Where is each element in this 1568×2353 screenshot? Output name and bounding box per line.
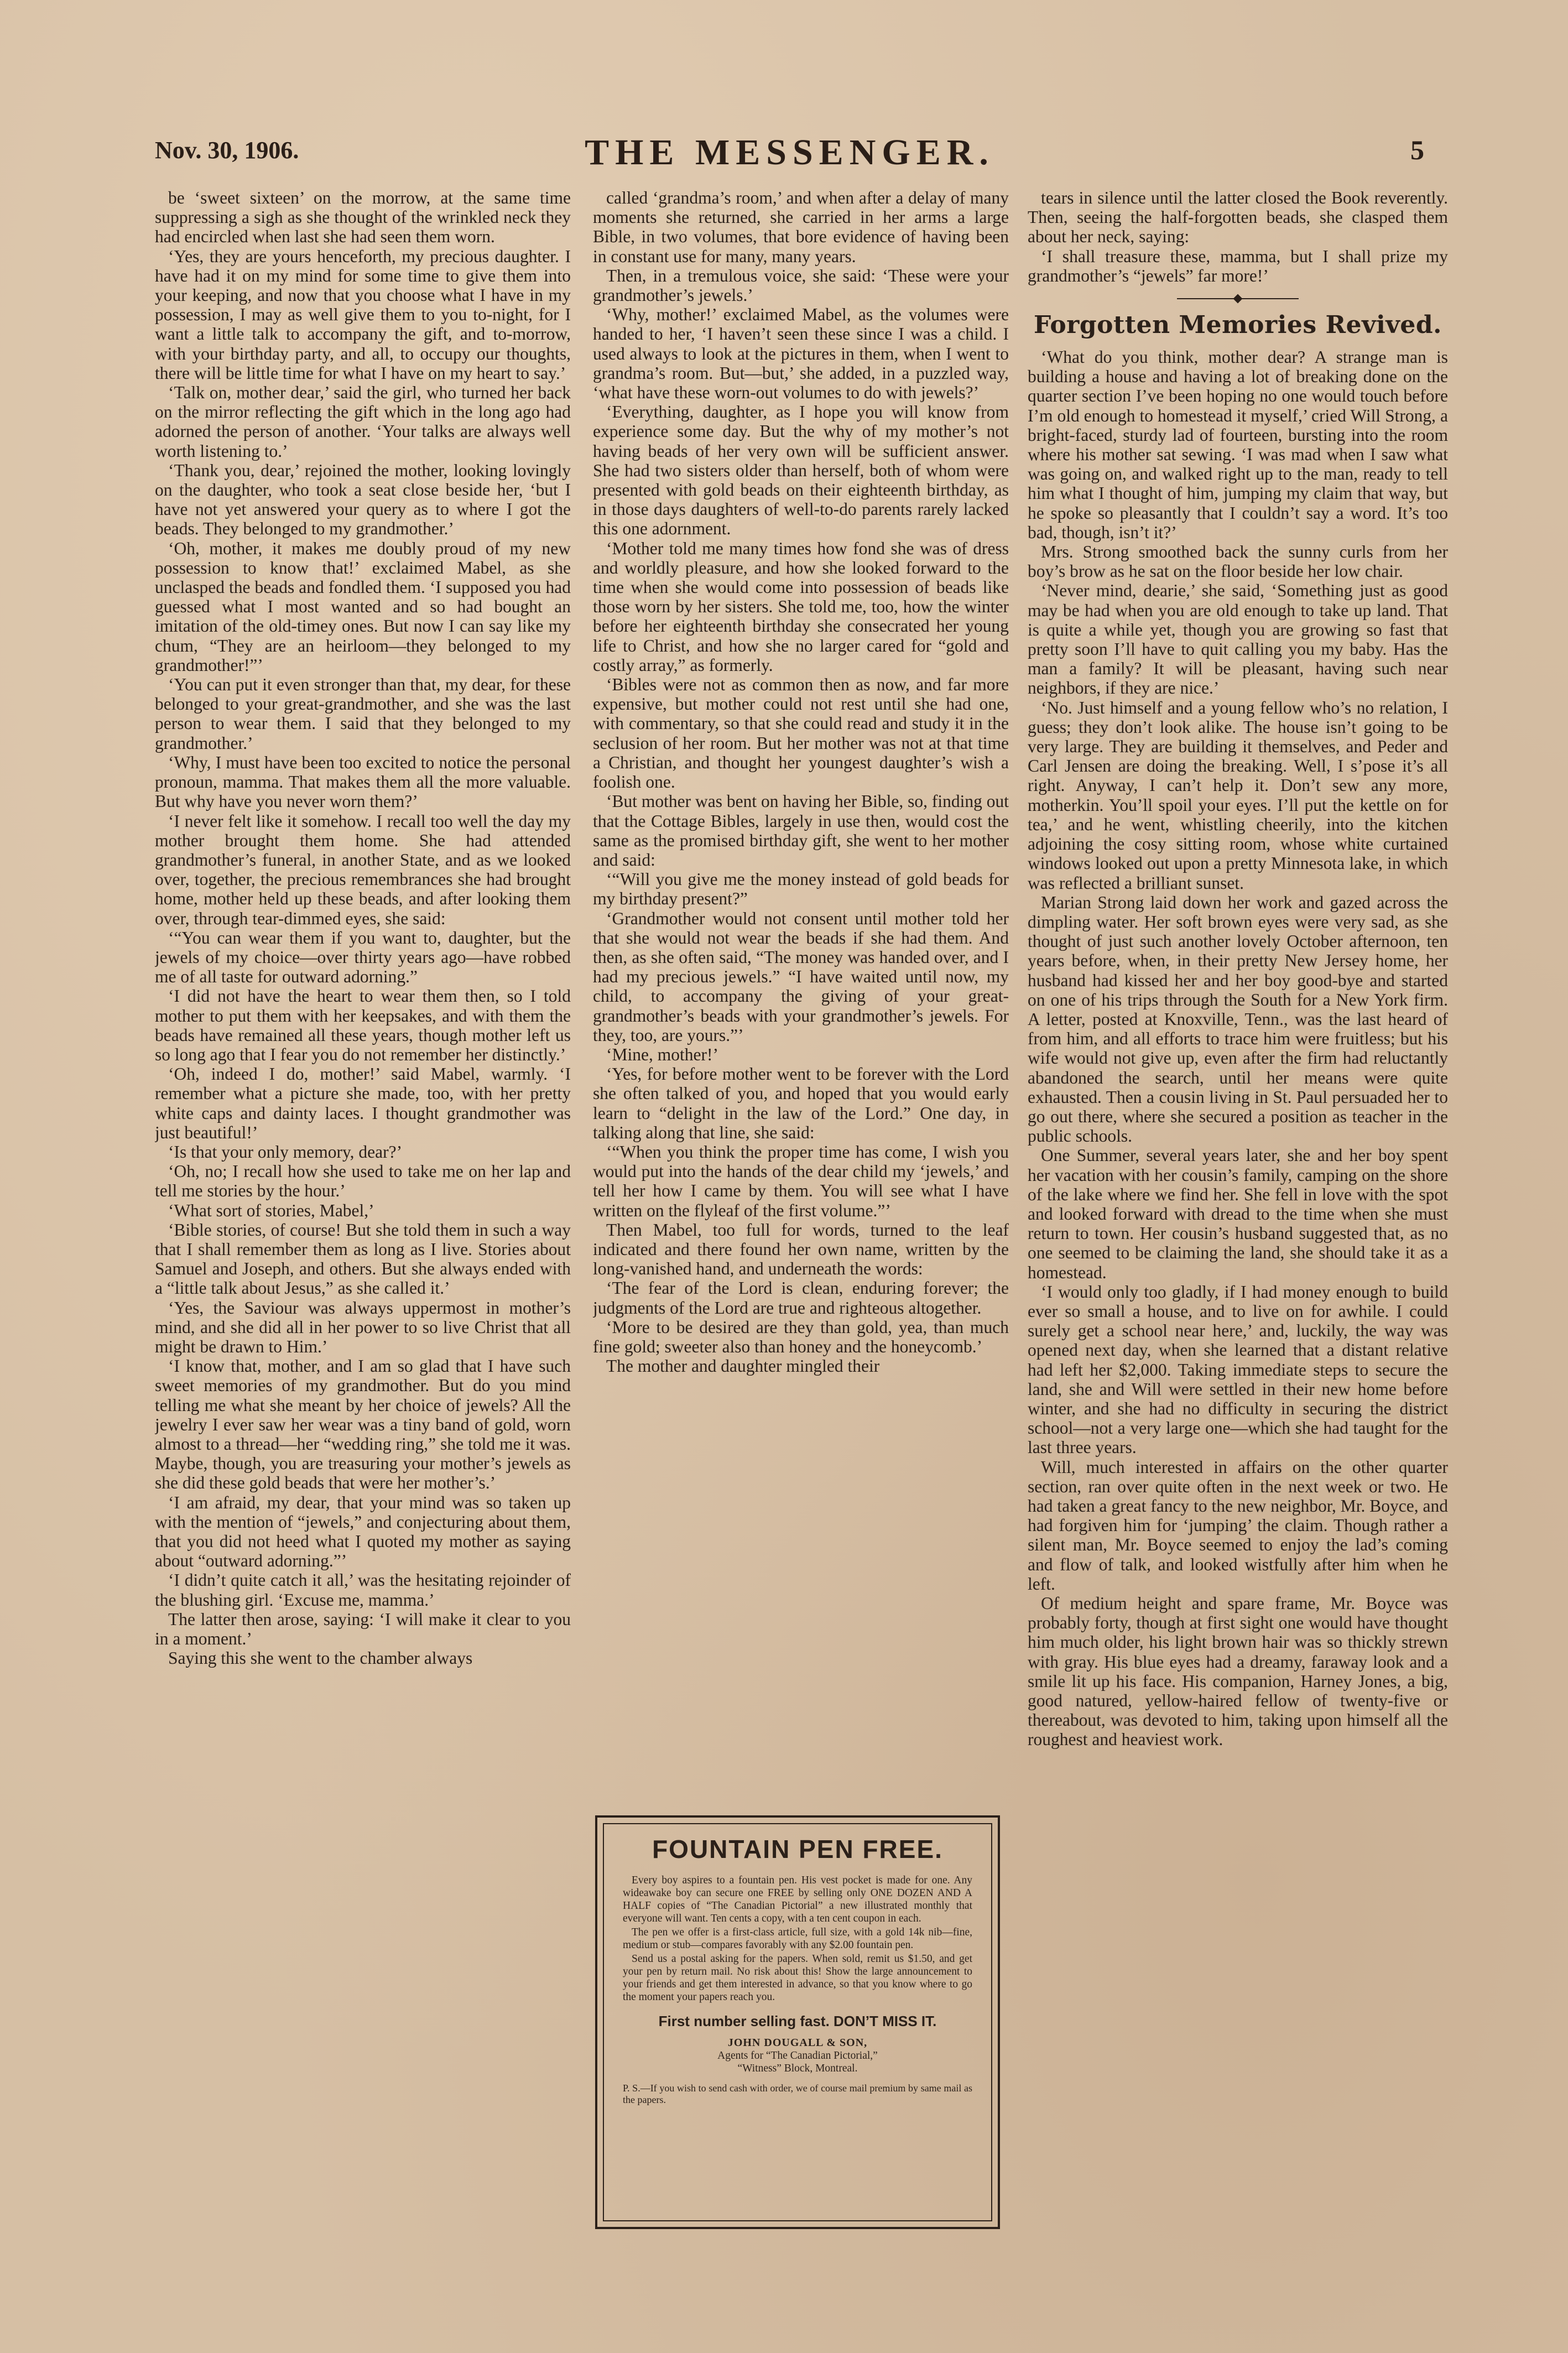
paragraph: The latter then arose, saying: ‘I will make it clear to you in a moment.’ xyxy=(155,1609,571,1649)
paragraph: ‘Why, mother!’ exclaimed Mabel, as the volumes were handed to her, ‘I haven’t seen these since I was a child. I used always to look at the pictures in them, when I went to grandma’s room. But—but,’ she added, in a puzzled way, ‘what have these worn-out volumes to do with jewels?’ xyxy=(593,305,1009,403)
newspaper-title: THE MESSENGER. xyxy=(585,132,994,173)
paragraph: Then, in a tremulous voice, she said: ‘These were your grandmother’s jewels.’ xyxy=(593,266,1009,305)
paragraph: Marian Strong laid down her work and gazed across the dimpling water. Her soft brown eyes were very sad, as she thought of just such another lovely October afternoon, ten years before, when, in their pretty New Jersey home, her husband had kissed her and her boy good-bye and started on one of his trips through the South for a New York firm. A letter, posted at Knoxville, Tenn., was the last heard of from him, and all efforts to trace him were fruitless; but his wife would not give up, even after the firm had reluctantly abandoned the search, until her means were quite exhausted. Then a cousin living in St. Paul persuaded her to go out there, where she secured a position as teacher in the public schools. xyxy=(1028,892,1448,1146)
ad-sign-line: Agents for “The Canadian Pictorial,” xyxy=(717,2050,878,2062)
paragraph: ‘I did not have the heart to wear them then, so I told mother to put them with her keepsakes, and with them the beads have remained all these years, though mother left us so long ago that I fear you do not remember her distinctly.’ xyxy=(155,986,571,1064)
paragraph: ‘I never felt like it somehow. I recall too well the day my mother brought them home. She had attended grandmother’s funeral, in another State, and as we looked over, together, the precious remembrances she had brought home, mother held up these beads, and after looking them over, through tear-dimmed eyes, she said: xyxy=(155,811,571,928)
paragraph: ‘Why, I must have been too excited to notice the personal pronoun, mamma. That makes them all the more valuable. But why have you never worn them?’ xyxy=(155,752,571,811)
paragraph: The mother and daughter mingled their xyxy=(606,1356,880,1376)
ad-body xyxy=(623,1874,972,2003)
paragraph: ‘“You can wear them if you want to, daughter, but the jewels of my choice—over thirty years ago—have robbed me of all taste for outward adorning.” xyxy=(155,928,571,987)
column-3 xyxy=(1028,188,1448,2334)
ad-paragraph: Send us a postal asking for the papers. When sold, remit us $1.50, and get your pen by return mail. No risk about this! Show the large announcement to your friends and get them interested in advance, so that you know where to go the moment your papers reach you. xyxy=(623,1953,972,2003)
paragraph: One Summer, several years later, she and her boy spent her vacation with her cousin’s family, camping on the shore of the lake where we find her. She fell in love with the spot and looked forward with dread to the time when she must return to town. Her cousin’s husband suggested that, as no one seemed to be claiming the land, she should take it as a homestead. xyxy=(1028,1146,1448,1282)
paragraph: ‘I know that, mother, and I am so glad that I have such sweet memories of my grandmother. But do you mind telling me what she meant by her choice of jewels? All the jewelry I ever saw her wear was a tiny band of gold, worn almost to a thread—her “wedding ring,” she told me it was. Maybe, though, you are treasuring your mother’s jewels as she did these gold beads that were her mother’s.’ xyxy=(155,1356,571,1493)
paragraph: ‘Mine, mother!’ xyxy=(606,1044,718,1064)
column-1 xyxy=(155,188,571,2334)
paragraph: ‘“When you think the proper time has come, I wish you would put into the hands of the dear child my ‘jewels,’ and tell her how I came by them. You will see what I have written on the flyleaf of the first volume.”’ xyxy=(593,1142,1009,1220)
ad-sign-line: “Witness” Block, Montreal. xyxy=(737,2063,858,2074)
paragraph: Saying this she went to the chamber always xyxy=(168,1648,473,1668)
paragraph: ‘Oh, mother, it makes me doubly proud of my new possession to know that!’ exclaimed Mabel, as she unclasped the beads and fondled them. ‘I supposed you had guessed what I most wanted and so had bought an imitation of the old-timey ones. But now I can say like my chum, “They are an heirloom—they belonged to my grandmother!”’ xyxy=(155,538,571,675)
paragraph: ‘Mother told me many times how fond she was of dress and worldly pleasure, and how she looked forward to the time when she would come into possession of beads like those worn by her sisters. She told me, too, how the winter before her eighteenth birthday she consecrated her young life to Christ, and how she no larger cared for “gold and costly array,” as formerly. xyxy=(593,538,1009,675)
paragraph: ‘“Will you give me the money instead of gold beads for my birthday present?” xyxy=(593,870,1009,909)
paragraph: called ‘grandma’s room,’ and when after a delay of many moments she returned, she carried in her arms a large Bible, in two volumes, that bore evidence of having been in constant use for many, many years. xyxy=(593,188,1009,266)
ornamental-divider xyxy=(1177,293,1299,304)
paragraph: ‘Grandmother would not consent until mother told her that she would not wear the beads if she had them. And then, as she often said, “The money was handed over, and I had my precious jewels.” “I have waited until now, my child, to accompany the giving of your great-grandmother’s beads with your grandmother’s jewels. For they, too, are yours.”’ xyxy=(593,908,1009,1045)
advertisement-inner-border xyxy=(603,1823,992,2221)
paragraph: ‘Yes, they are yours henceforth, my precious daughter. I have had it on my mind for some time to give them into your keeping, and now that you choose what I have in my possession, I may as well give them to you to-night, for I want a little talk to accompany the gift, and to-morrow, with your birthday party, and all, to occupy our thoughts, there will be little time for what I have on my heart to say.’ xyxy=(155,246,571,383)
ad-paragraph: Every boy aspires to a fountain pen. His vest pocket is made for one. Any wideawake boy can secure one FREE by selling only ONE DOZEN AND A HALF copies of “The Canadian Pictorial” a new illustrated monthly that everyone will want. Ten cents a copy, with a ten cent coupon in each. xyxy=(623,1875,972,1924)
paragraph: ‘Oh, indeed I do, mother!’ said Mabel, warmly. ‘I remember what a picture she made, too, with her pretty white caps and dainty laces. I thought grandmother was just beautiful!’ xyxy=(155,1064,571,1142)
paragraph: ‘But mother was bent on having her Bible, so, finding out that the Cottage Bibles, largely in use then, would cost the same as the promised birthday gift, she went to her mother and said: xyxy=(593,792,1009,870)
paragraph: ‘Is that your only memory, dear?’ xyxy=(168,1142,403,1162)
ad-title: FOUNTAIN PEN FREE. xyxy=(652,1835,943,1863)
paragraph: ‘No. Just himself and a young fellow who’s no relation, I guess; they don’t look alike. The house isn’t going to be very large. They are building it themselves, and Peder and Carl Jensen are doing the breaking. Well, I s’pose it’s all right. Anyway, I can’t help it. Don’t sew any more, motherkin. You’ll spoil your eyes. I’ll put the kettle on for tea,’ and he went, whistling cheerily, into the kitchen adjoining the cosy sitting room, whose white curtained windows looked out upon a pretty Minnesota lake, in which was reflected a brilliant sunset. xyxy=(1028,697,1448,893)
paragraph: ‘I didn’t quite catch it all,’ was the hesitating rejoinder of the blushing girl. ‘Excuse me, mamma.’ xyxy=(155,1570,571,1610)
ad-call-to-action: First number selling fast. DON’T MISS IT. xyxy=(658,2013,937,2029)
ad-sign-name: JOHN DOUGALL & SON, xyxy=(727,2037,868,2049)
paragraph: ‘More to be desired are they than gold, yea, than much fine gold; sweeter also than honey and the honeycomb.’ xyxy=(593,1317,1009,1356)
paragraph: ‘I shall treasure these, mamma, but I shall prize my grandmother’s “jewels” far more!’ xyxy=(1028,246,1448,285)
ad-postscript: P. S.—If you wish to send cash with order, we of course mail premium by same mail as the papers. xyxy=(623,2083,972,2105)
story-title: Forgotten Memories Revived. xyxy=(1034,311,1442,340)
paragraph: ‘Thank you, dear,’ rejoined the mother, looking lovingly on the daughter, who took a seat close beside her, ‘but I have not yet answered your query as to where I got the beads. They belonged to my grandmother.’ xyxy=(155,460,571,539)
paragraph: ‘I would only too gladly, if I had money enough to build ever so small a house, and to live on for awhile. I could surely get a school near here,’ and, luckily, the way was opened next day, when she learned that a distant relative had left her $2,000. Taking immediate steps to secure the land, she and Will were settled in their new home before winter, and she had no difficulty in securing the district school—not a very large one—which she had taught for the last three years. xyxy=(1028,1282,1448,1457)
paragraph: be ‘sweet sixteen’ on the morrow, at the same time suppressing a sigh as she thought of the wrinkled neck they had encircled when last she had seen them worn. xyxy=(155,188,571,247)
page-header xyxy=(155,132,1424,173)
paragraph: Will, much interested in affairs on the other quarter section, ran over quite often in the next week or two. He had taken a great fancy to the new neighbor, Mr. Boyce, and had forgiven him for ‘jumping’ the claim. Though rather a silent man, Mr. Boyce seemed to enjoy the lad’s coming and flow of talk, and looked wistfully after him when he left. xyxy=(1028,1457,1448,1594)
paragraph: ‘Never mind, dearie,’ she said, ‘Something just as good may be had when you are old enough to take up land. That is quite a while yet, though you are growing so fast that pretty soon I’ll have to quit calling you my baby. Has the man a family? It will be pleasant, having such near neighbors, if they are nice.’ xyxy=(1028,581,1448,698)
paragraph: ‘Yes, the Saviour was always uppermost in mother’s mind, and she did all in her power to so live Christ that all might be drawn to Him.’ xyxy=(155,1298,571,1356)
paragraph: ‘Bibles were not as common then as now, and far more expensive, but mother could not rest until she had one, with commentary, so that she could read and study it in the seclusion of her room. But her mother was not at that time a Christian, and thought her youngest daughter’s wish a foolish one. xyxy=(593,675,1009,792)
issue-date: Nov. 30, 1906. xyxy=(155,137,299,164)
page-number: 5 xyxy=(1410,134,1424,165)
paragraph: ‘Yes, for before mother went to be forever with the Lord she often talked of you, and hoped that you would early learn to “delight in the law of the Lord.” One day, in talking along that line, she said: xyxy=(593,1064,1009,1142)
paragraph: Then Mabel, too full for words, turned to the leaf indicated and there found her own name, written by the long-vanished hand, and underneath the words: xyxy=(593,1220,1009,1279)
paragraph: Mrs. Strong smoothed back the sunny curls from her boy’s brow as he sat on the floor beside her low chair. xyxy=(1028,542,1448,581)
fountain-pen-advertisement xyxy=(595,1815,1000,2229)
ad-paragraph: The pen we offer is a first-class article, full size, with a gold 14k nib—fine, medium or stub—compares favorably with any $2.00 fountain pen. xyxy=(623,1927,972,1951)
paragraph: ‘What do you think, mother dear? A strange man is building a house and having a lot of breaking done on the quarter section I’ve been hoping no one would touch before I’m old enough to homestead it myself,’ cried Will Strong, a bright-faced, sturdy lad of fourteen, bursting into the room where his mother sat sewing. ‘I was mad when I saw what was going on, and walked right up to the man, ready to tell him what I thought of him, jumping my claim that way, but he spoke so pleasantly that I couldn’t say a word. It’s too bad, though, isn’t it?’ xyxy=(1028,347,1448,542)
paragraph: ‘I am afraid, my dear, that your mind was so taken up with the mention of “jewels,” and conjecturing about them, that you did not heed what I quoted my mother as saying about “outward adorning.”’ xyxy=(155,1492,571,1571)
column-2 xyxy=(593,188,1009,1779)
ad-signature xyxy=(623,2037,972,2075)
paragraph: ‘Bible stories, of course! But she told them in such a way that I shall remember them as long as I live. Stories about Samuel and Joseph, and others. But she always ended with a “little talk about Jesus,” as she called it.’ xyxy=(155,1220,571,1298)
paragraph: Of medium height and spare frame, Mr. Boyce was probably forty, though at first sight one would have thought him much older, his light brown hair was so thickly strewn with gray. His blue eyes had a dreamy, faraway look and a smile lit up his face. His companion, Harney Jones, a big, good natured, yellow-haired fellow of twenty-five or thereabout, was devoted to him, taking upon himself all the roughest and heaviest work. xyxy=(1028,1594,1448,1750)
paragraph: ‘Oh, no; I recall how she used to take me on her lap and tell me stories by the hour.’ xyxy=(155,1162,571,1201)
paragraph: ‘Talk on, mother dear,’ said the girl, who turned her back on the mirror reflecting the gift which in the long ago had adorned the person of another. ‘Your talks are always well worth listening to.’ xyxy=(155,383,571,461)
paragraph: ‘Everything, daughter, as I hope you will know from experience some day. But the why of my mother’s not having beads of her very own will be sufficient answer. She had two sisters older than herself, both of whom were presented with gold beads on their eighteenth birthday, as in those days daughters of well-to-do parents rarely lacked this one adornment. xyxy=(593,402,1009,539)
paragraph: ‘You can put it even stronger than that, my dear, for these belonged to your great-grandmother, and she was the last person to wear them. I said that they belonged to my grandmother.’ xyxy=(155,675,571,753)
paragraph: ‘What sort of stories, Mabel,’ xyxy=(168,1200,374,1220)
story-conclusion xyxy=(1028,188,1448,285)
paragraph: ‘The fear of the Lord is clean, enduring forever; the judgments of the Lord are true and righteous altogether. xyxy=(593,1278,1009,1318)
story-body xyxy=(1028,347,1448,1750)
paragraph: tears in silence until the latter closed the Book reverently. Then, seeing the half-forgotten beads, she clasped them about her neck, saying: xyxy=(1028,188,1448,247)
